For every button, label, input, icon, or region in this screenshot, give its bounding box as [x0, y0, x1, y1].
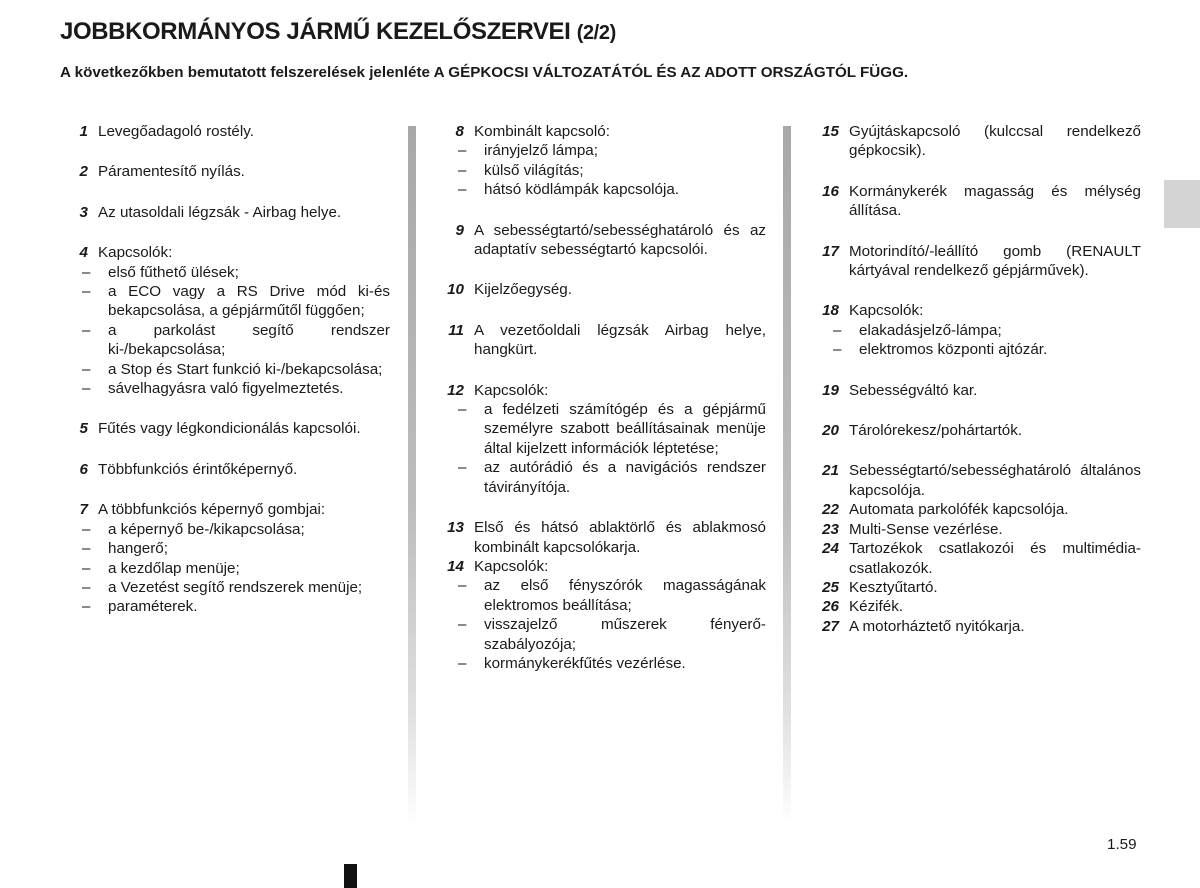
- page-title-main: JOBBKORMÁNYOS JÁRMŰ KEZELŐSZERVEI: [60, 18, 571, 45]
- dash-bullet: –: [82, 598, 91, 616]
- legend-item-line: [811, 182, 1141, 221]
- legend-item-number: 27: [822, 617, 839, 635]
- legend-subitem: [833, 321, 1141, 340]
- legend-item-line: [60, 243, 390, 262]
- legend-item: [811, 242, 1141, 281]
- legend-item: [436, 321, 766, 360]
- legend-item-number: 2: [79, 163, 88, 181]
- legend-item-line: [436, 381, 766, 400]
- legend-item-text: Első és hátsó ablaktörlő és ablakmosó kombinált kapcsolókarja.: [474, 519, 766, 556]
- legend-item: [436, 557, 766, 673]
- legend-sublist: [811, 321, 1141, 360]
- legend-item-line: [811, 520, 1141, 539]
- legend-subitem-text: sávelhagyásra való figyelmeztetés.: [108, 380, 344, 398]
- legend-item: [436, 122, 766, 200]
- legend-item-text: Kapcsolók:: [849, 302, 924, 320]
- legend-item-number: 18: [822, 302, 839, 320]
- legend-item: [60, 203, 390, 222]
- legend-subitem: [458, 615, 766, 654]
- legend-item: [811, 461, 1141, 500]
- legend-item-line: [811, 421, 1141, 440]
- legend-item-number: 12: [447, 381, 464, 399]
- legend-subitem: [833, 340, 1141, 359]
- legend-item-number: 23: [822, 520, 839, 538]
- legend-item-line: [436, 518, 766, 557]
- dash-bullet: –: [833, 321, 842, 339]
- legend-item-number: 20: [822, 422, 839, 440]
- legend-item-line: [60, 203, 390, 222]
- legend-sublist: [436, 576, 766, 673]
- legend-subitem: [458, 458, 766, 497]
- legend-item-line: [60, 162, 390, 181]
- legend-subitem-text: a Stop és Start funkció ki-/bekapcsolása;: [108, 360, 383, 378]
- legend-subitem-text: visszajelző műszerek fényerő-szabályozója;: [484, 616, 766, 653]
- legend-subitem: [82, 282, 390, 321]
- legend-item: [436, 381, 766, 497]
- dash-bullet: –: [458, 459, 467, 477]
- legend-subitem-text: a képernyő be-/kikapcsolása;: [108, 520, 305, 538]
- legend-subitem: [82, 539, 390, 558]
- legend-subitem-text: hátsó ködlámpák kapcsolója.: [484, 181, 680, 199]
- legend-item: [811, 617, 1141, 636]
- dash-bullet: –: [82, 360, 91, 378]
- legend-item-text: Tartozékok csatlakozói és multimédia-csatlakozók.: [849, 540, 1141, 577]
- legend-sublist: [436, 141, 766, 199]
- legend-item-number: 22: [822, 501, 839, 519]
- legend-item-text: Tárolórekesz/pohártartók.: [849, 422, 1023, 440]
- legend-subitem: [82, 520, 390, 539]
- legend-item-line: [60, 500, 390, 519]
- legend-item-text: Sebességváltó kar.: [849, 381, 978, 399]
- legend-item-text: Kapcsolók:: [474, 557, 549, 575]
- legend-item-line: [811, 381, 1141, 400]
- legend-subitem-text: külső világítás;: [484, 161, 584, 179]
- legend-item-line: [811, 617, 1141, 636]
- legend-item-line: [436, 557, 766, 576]
- legend-item: [811, 421, 1141, 440]
- legend-item: [811, 520, 1141, 539]
- legend-subitem-text: az autórádió és a navigációs rendszer távirányítója.: [484, 459, 766, 496]
- legend-item-text: A motorháztető nyitókarja.: [849, 617, 1025, 635]
- page-title-part: (2/2): [576, 22, 616, 44]
- legend-item: [811, 122, 1141, 161]
- legend-sublist: [60, 263, 390, 399]
- legend-subitem: [82, 597, 390, 616]
- legend-item-text: Motorindító/-leállító gomb (RENAULT kártyával rendelkező gépjárművek).: [849, 242, 1141, 280]
- legend-item: [60, 162, 390, 181]
- legend-subitem-text: az első fényszórók magasságának elektromos beállítása;: [484, 577, 766, 614]
- legend-item-text: Többfunkciós érintőképernyő.: [98, 460, 298, 478]
- dash-bullet: –: [82, 520, 91, 538]
- column-3: [811, 122, 1141, 636]
- legend-sublist: [60, 520, 390, 617]
- legend-subitem-text: paraméterek.: [108, 598, 198, 616]
- legend-item-text: A sebességtartó/sebességhatároló és az adaptatív sebességtartó kapcsolói.: [474, 221, 766, 259]
- legend-item-number: 8: [455, 123, 464, 140]
- legend-subitem-text: elakadásjelző-lámpa;: [859, 321, 1002, 339]
- dash-bullet: –: [82, 540, 91, 558]
- legend-item-line: [436, 280, 766, 299]
- legend-item-number: 10: [447, 281, 464, 299]
- legend-subitem: [82, 559, 390, 578]
- legend-item-number: 24: [822, 540, 839, 558]
- legend-subitem: [82, 360, 390, 379]
- legend-item-number: 9: [455, 221, 464, 239]
- dash-bullet: –: [458, 654, 467, 672]
- legend-subitem: [82, 321, 390, 360]
- legend-item: [811, 381, 1141, 400]
- legend-item-text: Automata parkolófék kapcsolója.: [849, 501, 1069, 519]
- legend-item-line: [436, 221, 766, 260]
- legend-item-text: Levegőadagoló rostély.: [98, 123, 254, 140]
- legend-item-line: [811, 461, 1141, 500]
- dash-bullet: –: [82, 578, 91, 596]
- legend-subitem: [82, 578, 390, 597]
- legend-item-number: 14: [447, 557, 464, 575]
- legend-item-number: 16: [822, 182, 839, 200]
- legend-item-text: Kézifék.: [849, 598, 904, 616]
- dash-bullet: –: [82, 559, 91, 577]
- legend-item-number: 25: [822, 578, 839, 596]
- legend-subitem-text: kormánykerékfűtés vezérlése.: [484, 654, 686, 672]
- legend-item-line: [811, 539, 1141, 578]
- legend-item-number: 1: [79, 123, 88, 140]
- legend-subitem-text: a ECO vagy a RS Drive mód ki-és bekapcsolása, a gépjárműtől függően;: [108, 283, 390, 320]
- dash-bullet: –: [82, 263, 91, 281]
- dash-bullet: –: [458, 616, 467, 634]
- legend-item-number: 19: [822, 381, 839, 399]
- dash-bullet: –: [82, 283, 91, 301]
- legend-item-number: 5: [79, 420, 88, 438]
- legend-item-text: Az utasoldali légzsák - Airbag helye.: [98, 203, 342, 221]
- legend-item-line: [436, 321, 766, 360]
- legend-item-number: 11: [448, 321, 464, 339]
- legend-item: [811, 539, 1141, 578]
- legend-item-text: Kijelzőegység.: [474, 281, 572, 299]
- dash-bullet: –: [458, 577, 467, 595]
- dash-bullet: –: [458, 181, 467, 199]
- legend-item-number: 15: [822, 123, 839, 140]
- legend-item-line: [811, 500, 1141, 519]
- legend-item: [811, 301, 1141, 359]
- legend-item-number: 17: [822, 242, 839, 260]
- legend-subitem: [458, 161, 766, 180]
- legend-item: [811, 578, 1141, 597]
- legend-item-text: Kormánykerék magasság és mélység állítása.: [849, 182, 1141, 220]
- legend-item-text: A vezetőoldali légzsák Airbag helye, hangkürt.: [474, 321, 766, 359]
- legend-item-number: 21: [822, 462, 839, 480]
- legend-item-text: Gyújtáskapcsoló (kulccsal rendelkező gépkocsik).: [849, 123, 1141, 160]
- section-thumb-tab: [1164, 180, 1200, 228]
- legend-item: [811, 182, 1141, 221]
- column-divider: [408, 126, 416, 826]
- legend-subitem-text: a parkolást segítő rendszer ki-/bekapcsolása;: [108, 321, 390, 359]
- legend-item: [60, 500, 390, 616]
- legend-subitem: [458, 141, 766, 160]
- legend-subitem-text: a fedélzeti számítógép és a gépjármű személyre szabott beállításainak menüje által kijelzett információk léptetése;: [484, 401, 766, 457]
- legend-item: [60, 122, 390, 141]
- legend-item-line: [811, 578, 1141, 597]
- legend-subitem: [82, 263, 390, 282]
- legend-item-line: [436, 122, 766, 141]
- dash-bullet: –: [458, 161, 467, 179]
- legend-item-number: 13: [447, 519, 464, 537]
- legend-item-number: 26: [822, 598, 839, 616]
- page-title: [60, 18, 616, 46]
- legend-subitem-text: a Vezetést segítő rendszerek menüje;: [108, 578, 363, 596]
- legend-item-text: Multi-Sense vezérlése.: [849, 520, 1003, 538]
- legend-subitem-text: irányjelző lámpa;: [484, 142, 598, 160]
- legend-subitem: [458, 654, 766, 673]
- dash-bullet: –: [82, 321, 91, 339]
- legend-item-line: [811, 597, 1141, 616]
- legend-item-text: Kesztyűtartó.: [849, 578, 938, 596]
- legend-item-text: Kombinált kapcsoló:: [474, 123, 610, 140]
- legend-subitem-text: első fűthető ülések;: [108, 263, 239, 281]
- legend-subitem-text: elektromos központi ajtózár.: [859, 341, 1048, 359]
- legend-item: [811, 597, 1141, 616]
- legend-item: [436, 280, 766, 299]
- column-1: [60, 122, 390, 638]
- legend-item: [60, 460, 390, 479]
- legend-subitem-text: a kezdőlap menüje;: [108, 559, 240, 577]
- legend-item-text: Kapcsolók:: [98, 244, 173, 262]
- dash-bullet: –: [458, 142, 467, 160]
- legend-sublist: [436, 400, 766, 497]
- legend-item-text: Kapcsolók:: [474, 381, 549, 399]
- column-2: [436, 122, 766, 694]
- dash-bullet: –: [82, 380, 91, 398]
- legend-item-line: [60, 419, 390, 438]
- legend-item-line: [811, 122, 1141, 161]
- legend-subitem: [458, 576, 766, 615]
- legend-item: [436, 221, 766, 260]
- legend-subitem: [458, 400, 766, 458]
- legend-item-line: [60, 460, 390, 479]
- legend-item-text: Sebességtartó/sebességhatároló általános kapcsolója.: [849, 462, 1141, 499]
- legend-item-line: [811, 301, 1141, 320]
- legend-item: [60, 419, 390, 438]
- legend-item-text: Páramentesítő nyílás.: [98, 163, 245, 181]
- legend-subitem-text: hangerő;: [108, 540, 168, 558]
- legend-item-number: 3: [79, 203, 88, 221]
- legend-item: [811, 500, 1141, 519]
- legend-item-line: [811, 242, 1141, 281]
- legend-item-number: 6: [79, 460, 88, 478]
- crop-mark: [344, 864, 357, 888]
- availability-notice: A következőkben bemutatott felszerelések jelenléte A GÉPKOCSI VÁLTOZATÁTÓL ÉS AZ ADOTT ORSZÁGTÓL FÜGG.: [60, 64, 909, 81]
- legend-item-text: A többfunkciós képernyő gombjai:: [98, 501, 326, 519]
- legend-item-text: Fűtés vagy légkondicionálás kapcsolói.: [98, 420, 361, 438]
- column-divider: [783, 126, 791, 826]
- legend-item: [436, 518, 766, 557]
- legend-subitem: [458, 180, 766, 199]
- page-number: 1.59: [1107, 836, 1137, 853]
- dash-bullet: –: [458, 401, 467, 419]
- legend-item-line: [60, 122, 390, 141]
- legend-item-number: 4: [79, 244, 88, 262]
- dash-bullet: –: [833, 341, 842, 359]
- legend-item-number: 7: [79, 501, 88, 519]
- legend-item: [60, 243, 390, 398]
- legend-subitem: [82, 379, 390, 398]
